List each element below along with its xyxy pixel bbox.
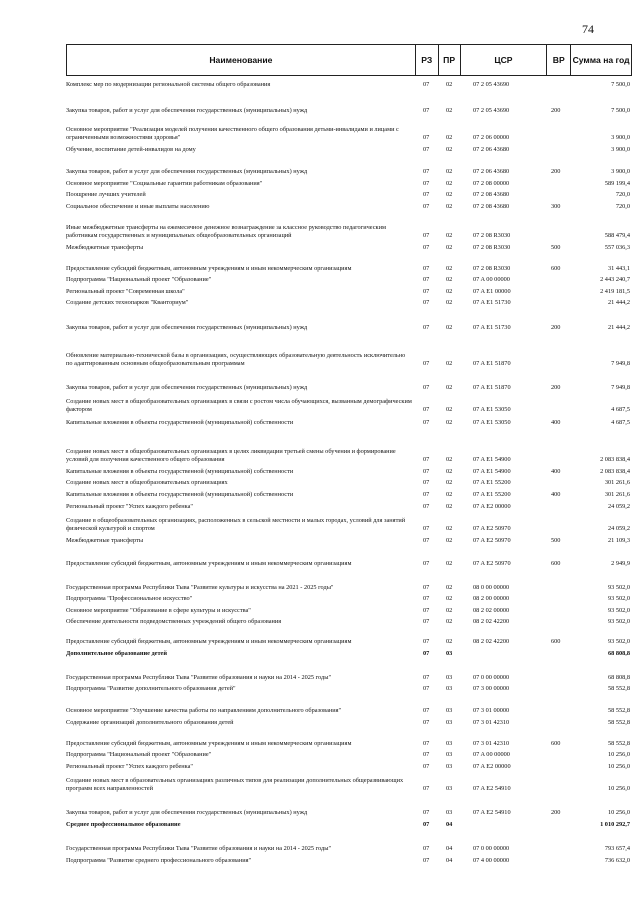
row-sum: 93 502,0 — [607, 583, 630, 591]
table-row — [66, 413, 632, 426]
row-rz: 07 — [423, 133, 430, 141]
row-pr: 04 — [446, 844, 453, 852]
row-pr: 02 — [446, 559, 453, 567]
row-csr: 08 2 02 42200 — [473, 617, 510, 625]
row-rz: 07 — [423, 524, 430, 532]
row-rz: 07 — [423, 145, 430, 153]
row-name: Создание в общеобразовательных организациях, расположенных в сельской местности и малых городах, условий для занятий физической культурой и спортом — [66, 517, 406, 532]
row-pr: 04 — [446, 820, 453, 828]
row-name: Предоставление субсидий бюджетным, автономным учреждениям и иным некоммерческим организациям — [66, 264, 352, 272]
row-rz: 07 — [423, 383, 430, 391]
row-sum: 589 199,4 — [604, 179, 630, 187]
row-sum: 68 808,8 — [607, 649, 630, 657]
row-pr: 02 — [446, 80, 453, 88]
row-pr: 02 — [446, 502, 453, 510]
row-name: Обеспечение деятельности подведомственных учреждений общего образования — [66, 617, 282, 625]
row-rz: 07 — [423, 536, 430, 544]
row-vr: 500 — [551, 536, 561, 544]
row-sum: 10 256,0 — [607, 750, 630, 758]
row-sum: 68 808,8 — [607, 673, 630, 681]
row-vr: 600 — [551, 264, 561, 272]
table-row — [66, 645, 632, 657]
row-sum: 1 010 292,7 — [600, 820, 630, 828]
row-name: Закупка товаров, работ и услуг для обеспечения государственных (муниципальных) нужд — [66, 383, 308, 391]
row-vr: 400 — [551, 467, 561, 475]
row-rz: 07 — [423, 856, 430, 864]
table-row — [66, 198, 632, 210]
row-csr: 07 2 08 43680 — [473, 190, 510, 198]
row-name: Поощрение лучших учителей — [66, 190, 146, 198]
table-row — [66, 239, 632, 251]
table-row — [66, 758, 632, 770]
row-name: Иные межбюджетные трансферты на ежемесячное денежное вознаграждение за классное руководство педагогическим работникам государственных и муниципальных общеобразовательных организаций — [66, 224, 386, 239]
row-pr: 03 — [446, 673, 453, 681]
row-vr: 600 — [551, 637, 561, 645]
table-row — [66, 475, 632, 486]
row-rz: 07 — [423, 844, 430, 852]
table-row — [66, 331, 632, 367]
row-sum: 2 083 838,4 — [600, 455, 630, 463]
row-pr: 02 — [446, 359, 453, 367]
row-pr: 02 — [446, 606, 453, 614]
row-name: Подпрограмма "Развитие дополнительного образования детей" — [66, 684, 236, 692]
row-sum: 21 444,2 — [607, 323, 630, 331]
row-pr: 02 — [446, 617, 453, 625]
row-sum: 4 687,5 — [611, 418, 630, 426]
row-pr: 02 — [446, 231, 453, 239]
row-pr: 02 — [446, 594, 453, 602]
table-row — [66, 88, 632, 114]
table-row — [66, 210, 632, 239]
row-csr: 07 2 08 43680 — [473, 202, 510, 210]
row-pr: 02 — [446, 405, 453, 413]
row-csr: 07 2 08 R3030 — [473, 231, 511, 239]
header-pr: ПР — [439, 45, 461, 75]
row-name: Закупка товаров, работ и услуг для обеспечения государственных (муниципальных) нужд — [66, 167, 308, 175]
row-rz: 07 — [423, 718, 430, 726]
row-csr: 07 2 06 43680 — [473, 167, 510, 175]
row-sum: 3 900,0 — [611, 133, 630, 141]
row-sum: 301 261,6 — [604, 478, 630, 486]
row-pr: 02 — [446, 418, 453, 426]
row-pr: 02 — [446, 383, 453, 391]
row-name: Межбюджетные трансферты — [66, 536, 144, 544]
row-csr: 07 A E2 54910 — [473, 808, 511, 816]
row-sum: 58 552,8 — [607, 684, 630, 692]
table-row — [66, 153, 632, 175]
row-csr: 07 A E2 50970 — [473, 536, 511, 544]
row-rz: 07 — [423, 606, 430, 614]
row-pr: 02 — [446, 455, 453, 463]
row-csr: 08 2 02 42200 — [473, 637, 510, 645]
row-sum: 2 443 240,7 — [600, 275, 630, 283]
row-sum: 10 256,0 — [607, 784, 630, 792]
table-row — [66, 76, 632, 88]
row-name: Комплекс мер по модернизации региональной системы общего образования — [66, 80, 271, 88]
row-sum: 93 502,0 — [607, 617, 630, 625]
row-pr: 03 — [446, 808, 453, 816]
table-body — [66, 76, 632, 864]
row-pr: 02 — [446, 202, 453, 210]
row-csr: 07 A 00 00000 — [473, 275, 510, 283]
row-pr: 03 — [446, 739, 453, 747]
row-rz: 07 — [423, 583, 430, 591]
row-pr: 02 — [446, 167, 453, 175]
table-row — [66, 391, 632, 413]
row-name: Государственная программа Республики Тыва "Развитие культуры и искусства на 2021 - 2025 годы" — [66, 583, 334, 591]
row-csr: 07 A E1 55200 — [473, 478, 511, 486]
row-sum: 10 256,0 — [607, 808, 630, 816]
row-rz: 07 — [423, 202, 430, 210]
row-csr: 07 3 01 00000 — [473, 706, 510, 714]
row-name: Создание новых мест в общеобразовательных организациях в целях ликвидации третьей смены обучения и формирование условий для получения качественного общего образования — [66, 448, 396, 463]
row-csr: 07 2 08 00000 — [473, 179, 510, 187]
table-row — [66, 852, 632, 864]
table-row — [66, 747, 632, 758]
table-row — [66, 591, 632, 602]
table-row — [66, 544, 632, 567]
row-vr: 200 — [551, 323, 561, 331]
row-rz: 07 — [423, 80, 430, 88]
header-csr: ЦСР — [461, 45, 548, 75]
table-row — [66, 681, 632, 692]
row-pr: 02 — [446, 536, 453, 544]
table-row — [66, 486, 632, 498]
row-name: Предоставление субсидий бюджетным, автономным учреждениям и иным некоммерческим организациям — [66, 637, 352, 645]
row-pr: 02 — [446, 637, 453, 645]
row-name: Региональный проект "Успех каждого ребенка" — [66, 502, 193, 510]
page-number: 74 — [582, 22, 594, 36]
row-pr: 02 — [446, 106, 453, 114]
row-rz: 07 — [423, 179, 430, 187]
row-rz: 07 — [423, 750, 430, 758]
row-vr: 200 — [551, 808, 561, 816]
table-row — [66, 463, 632, 475]
budget-table — [66, 44, 632, 864]
header-rz: РЗ — [416, 45, 439, 75]
row-rz: 07 — [423, 820, 430, 828]
row-csr: 07 2 06 43680 — [473, 145, 510, 153]
row-vr: 500 — [551, 243, 561, 251]
table-row — [66, 251, 632, 272]
row-sum: 557 036,3 — [604, 243, 630, 251]
row-csr: 07 A E1 53050 — [473, 405, 511, 413]
row-name: Создание детских технопарков "Кванториум" — [66, 298, 189, 306]
row-csr: 07 2 06 00000 — [473, 133, 510, 141]
row-pr: 03 — [446, 706, 453, 714]
row-rz: 07 — [423, 739, 430, 747]
row-name: Основное мероприятие "Улучшение качества работы по направлениям дополнительного образования" — [66, 706, 342, 714]
row-csr: 07 A E1 55200 — [473, 490, 511, 498]
table-row — [66, 792, 632, 816]
row-sum: 3 900,0 — [611, 145, 630, 153]
row-pr: 02 — [446, 179, 453, 187]
row-name: Обновление материально-технической базы в организациях, осуществляющих образовательную деятельность исключительно по адаптированным основным общеобразовательным программам — [66, 352, 406, 367]
row-vr: 600 — [551, 559, 561, 567]
row-csr: 07 A E1 54900 — [473, 455, 511, 463]
row-sum: 7 949,8 — [611, 359, 630, 367]
row-name: Подпрограмма "Развитие среднего профессионального образования" — [66, 856, 252, 864]
row-name: Основное мероприятие "Реализация моделей получения качественного общего образования детьми-инвалидами и лицами с ограниченными возможностями здоровья" — [66, 126, 399, 141]
row-csr: 07 A E2 00000 — [473, 502, 511, 510]
row-sum: 2 419 181,5 — [600, 287, 630, 295]
table-row — [66, 306, 632, 331]
row-name: Подпрограмма "Национальный проект "Образование" — [66, 750, 212, 758]
table-row — [66, 726, 632, 747]
row-vr: 200 — [551, 106, 561, 114]
row-sum: 793 657,4 — [604, 844, 630, 852]
row-pr: 02 — [446, 275, 453, 283]
row-csr: 08 2 02 00000 — [473, 606, 510, 614]
row-rz: 07 — [423, 455, 430, 463]
row-pr: 02 — [446, 133, 453, 141]
row-rz: 07 — [423, 594, 430, 602]
table-row — [66, 532, 632, 544]
row-name: Закупка товаров, работ и услуг для обеспечения государственных (муниципальных) нужд — [66, 808, 308, 816]
row-rz: 07 — [423, 275, 430, 283]
row-vr: 200 — [551, 383, 561, 391]
row-rz: 07 — [423, 243, 430, 251]
row-name: Региональный проект "Успех каждого ребенка" — [66, 762, 193, 770]
row-rz: 07 — [423, 359, 430, 367]
row-vr: 400 — [551, 418, 561, 426]
row-sum: 24 059,2 — [607, 524, 630, 532]
row-rz: 07 — [423, 502, 430, 510]
row-rz: 07 — [423, 287, 430, 295]
row-csr: 07 4 00 00000 — [473, 856, 510, 864]
row-csr: 07 A E1 54900 — [473, 467, 511, 475]
row-sum: 7 500,0 — [611, 106, 630, 114]
row-name: Среднее профессиональное образование — [66, 820, 181, 828]
row-rz: 07 — [423, 784, 430, 792]
row-pr: 03 — [446, 649, 453, 657]
row-sum: 10 256,0 — [607, 762, 630, 770]
table-row — [66, 770, 632, 792]
row-rz: 07 — [423, 323, 430, 331]
row-sum: 31 443,1 — [607, 264, 630, 272]
row-sum: 2 083 838,4 — [600, 467, 630, 475]
row-pr: 02 — [446, 287, 453, 295]
row-pr: 02 — [446, 490, 453, 498]
row-name: Закупка товаров, работ и услуг для обеспечения государственных (муниципальных) нужд — [66, 323, 308, 331]
row-name: Дополнительное образование детей — [66, 649, 167, 657]
row-csr: 07 A E1 51730 — [473, 323, 511, 331]
row-csr: 07 2 08 R3030 — [473, 243, 511, 251]
row-vr: 200 — [551, 167, 561, 175]
table-row — [66, 141, 632, 153]
row-name: Государственная программа Республики Тыва "Развитие образования и науки на 2014 - 2025 годы" — [66, 844, 332, 852]
row-name: Предоставление субсидий бюджетным, автономным учреждениям и иным некоммерческим организациям — [66, 559, 352, 567]
row-sum: 736 632,0 — [604, 856, 630, 864]
table-row — [66, 426, 632, 463]
row-rz: 07 — [423, 106, 430, 114]
row-name: Региональный проект "Современная школа" — [66, 287, 185, 295]
header-name: Наименование — [67, 45, 416, 75]
table-row — [66, 510, 632, 532]
row-pr: 03 — [446, 762, 453, 770]
table-row — [66, 657, 632, 681]
row-csr: 07 0 00 00000 — [473, 673, 510, 681]
table-row — [66, 175, 632, 187]
row-csr: 07 A E2 00000 — [473, 762, 511, 770]
row-pr: 02 — [446, 478, 453, 486]
header-sum: Сумма на год — [572, 55, 630, 65]
row-pr: 03 — [446, 718, 453, 726]
row-sum: 2 949,9 — [611, 559, 630, 567]
table-row — [66, 714, 632, 726]
table-header — [66, 44, 632, 76]
row-vr: 600 — [551, 739, 561, 747]
row-rz: 07 — [423, 617, 430, 625]
table-row — [66, 283, 632, 295]
row-sum: 4 687,5 — [611, 405, 630, 413]
row-pr: 02 — [446, 145, 453, 153]
row-rz: 07 — [423, 649, 430, 657]
row-name: Создание новых мест в образовательных организациях различных типов для реализации дополнительных общеразвивающих программ всех направленностей — [66, 777, 404, 792]
row-csr: 07 2 05 43690 — [473, 106, 510, 114]
row-rz: 07 — [423, 490, 430, 498]
row-vr: 400 — [551, 490, 561, 498]
row-sum: 720,0 — [615, 190, 630, 198]
row-sum: 93 502,0 — [607, 594, 630, 602]
row-vr: 300 — [551, 202, 561, 210]
row-pr: 03 — [446, 750, 453, 758]
row-name: Закупка товаров, работ и услуг для обеспечения государственных (муниципальных) нужд — [66, 106, 308, 114]
row-pr: 02 — [446, 524, 453, 532]
row-rz: 07 — [423, 808, 430, 816]
row-name: Социальное обеспечение и иные выплаты населению — [66, 202, 210, 210]
row-sum: 93 502,0 — [607, 606, 630, 614]
row-rz: 07 — [423, 264, 430, 272]
row-csr: 07 0 00 00000 — [473, 844, 510, 852]
row-name: Создание новых мест в общеобразовательных организациях — [66, 478, 228, 486]
row-pr: 02 — [446, 583, 453, 591]
table-row — [66, 816, 632, 828]
row-pr: 02 — [446, 243, 453, 251]
table-row — [66, 602, 632, 614]
table-row — [66, 692, 632, 714]
row-sum: 588 479,4 — [604, 231, 630, 239]
table-row — [66, 625, 632, 645]
row-sum: 58 552,8 — [607, 706, 630, 714]
row-csr: 07 A E2 50970 — [473, 559, 511, 567]
row-csr: 08 0 00 00000 — [473, 583, 510, 591]
row-csr: 07 A E1 00000 — [473, 287, 511, 295]
row-rz: 07 — [423, 467, 430, 475]
row-csr: 07 3 01 42310 — [473, 739, 510, 747]
row-csr: 07 A E1 51870 — [473, 383, 511, 391]
row-csr: 07 3 01 42310 — [473, 718, 510, 726]
row-pr: 02 — [446, 298, 453, 306]
row-sum: 21 444,2 — [607, 298, 630, 306]
row-sum: 7 949,8 — [611, 383, 630, 391]
table-row — [66, 614, 632, 625]
row-csr: 07 2 05 43690 — [473, 80, 510, 88]
row-csr: 07 A E1 51870 — [473, 359, 511, 367]
row-sum: 24 059,2 — [607, 502, 630, 510]
row-sum: 3 900,0 — [611, 167, 630, 175]
table-row — [66, 272, 632, 283]
row-pr: 04 — [446, 856, 453, 864]
row-name: Основное мероприятие "Образование в сфере культуры и искусства" — [66, 606, 251, 614]
row-name: Капитальные вложения в объекты государственной (муниципальной) собственности — [66, 467, 294, 475]
row-name: Государственная программа Республики Тыва "Развитие образования и науки на 2014 - 2025 годы" — [66, 673, 332, 681]
table-row — [66, 828, 632, 852]
table-row — [66, 367, 632, 391]
row-rz: 07 — [423, 559, 430, 567]
row-name: Предоставление субсидий бюджетным, автономным учреждениям и иным некоммерческим организациям — [66, 739, 352, 747]
row-rz: 07 — [423, 684, 430, 692]
table-row — [66, 567, 632, 591]
row-sum: 301 261,6 — [604, 490, 630, 498]
row-rz: 07 — [423, 405, 430, 413]
row-rz: 07 — [423, 231, 430, 239]
row-rz: 07 — [423, 706, 430, 714]
table-row — [66, 498, 632, 510]
table-row — [66, 114, 632, 141]
row-csr: 07 2 08 R3030 — [473, 264, 511, 272]
row-pr: 03 — [446, 684, 453, 692]
row-name: Капитальные вложения в объекты государственной (муниципальной) собственности — [66, 418, 294, 426]
row-pr: 03 — [446, 784, 453, 792]
row-name: Обучение, воспитание детей-инвалидов на дому — [66, 145, 196, 153]
row-sum: 58 552,8 — [607, 739, 630, 747]
row-sum: 21 109,3 — [607, 536, 630, 544]
row-name: Межбюджетные трансферты — [66, 243, 144, 251]
row-pr: 02 — [446, 323, 453, 331]
header-vr: ВР — [547, 45, 571, 75]
row-rz: 07 — [423, 762, 430, 770]
row-rz: 07 — [423, 478, 430, 486]
row-rz: 07 — [423, 298, 430, 306]
row-csr: 07 A E2 54910 — [473, 784, 511, 792]
row-csr: 07 A 00 00000 — [473, 750, 510, 758]
row-pr: 02 — [446, 190, 453, 198]
row-rz: 07 — [423, 167, 430, 175]
row-sum: 93 502,0 — [607, 637, 630, 645]
row-csr: 08 2 00 00000 — [473, 594, 510, 602]
row-pr: 02 — [446, 467, 453, 475]
row-rz: 07 — [423, 673, 430, 681]
row-sum: 720,0 — [615, 202, 630, 210]
row-csr: 07 A E2 50970 — [473, 524, 511, 532]
row-csr: 07 A E1 53050 — [473, 418, 511, 426]
row-rz: 07 — [423, 190, 430, 198]
row-pr: 02 — [446, 264, 453, 272]
row-rz: 07 — [423, 637, 430, 645]
table-row — [66, 295, 632, 306]
row-name: Подпрограмма "Профессиональное искусство" — [66, 594, 193, 602]
row-rz: 07 — [423, 418, 430, 426]
table-row — [66, 187, 632, 198]
row-csr: 07 3 00 00000 — [473, 684, 510, 692]
row-name: Капитальные вложения в объекты государственной (муниципальной) собственности — [66, 490, 294, 498]
row-csr: 07 A E1 51730 — [473, 298, 511, 306]
row-name: Основное мероприятие "Социальные гарантии работникам образования" — [66, 179, 263, 187]
row-sum: 58 552,8 — [607, 718, 630, 726]
row-name: Содержание организаций дополнительного образования детей — [66, 718, 234, 726]
row-sum: 7 500,0 — [611, 80, 630, 88]
row-name: Создание новых мест в общеобразовательных организациях в связи с ростом числа обучающихся, вызванным демографическим фактором — [66, 398, 412, 413]
row-name: Подпрограмма "Национальный проект "Образование" — [66, 275, 212, 283]
